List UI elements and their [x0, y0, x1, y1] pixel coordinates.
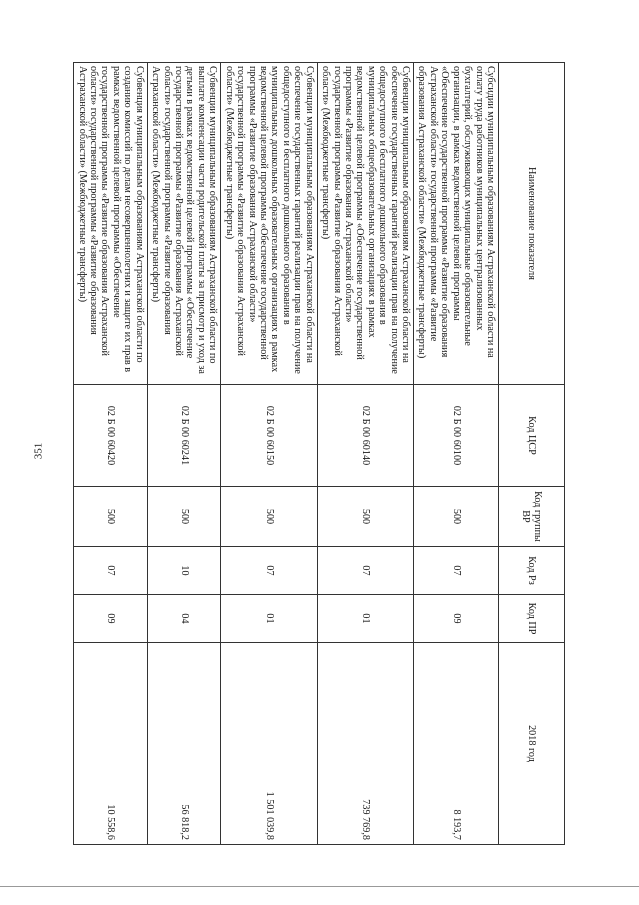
row-csr: 02 Б 00 60140	[317, 385, 413, 487]
row-name: Субвенция муниципальным образованиям Астраханской области по созданию комиссий по делам несовершеннолетних и защите их прав в рамках ведомственной целевой программы «Обеспечение государственной программы «Развитие образования Астраханской области» государственной программы «Развитие образования Астраханской области» (Межбюджетные трансферты)	[74, 63, 148, 385]
table-row	[74, 63, 148, 845]
row-rz: 07	[414, 547, 499, 595]
row-pr: 04	[147, 595, 221, 643]
header-year: 2018 год	[499, 643, 565, 845]
row-rz: 10	[147, 547, 221, 595]
row-rz: 07	[317, 547, 413, 595]
row-pr: 01	[221, 595, 317, 643]
row-csr: 02 Б 00 60241	[147, 385, 221, 487]
header-rz: Код Рз	[499, 547, 565, 595]
row-vr: 500	[317, 487, 413, 547]
header-csr: Код ЦСР	[499, 385, 565, 487]
row-csr: 02 Б 00 60100	[414, 385, 499, 487]
row-vr: 500	[414, 487, 499, 547]
row-name: Субвенции муниципальным образованиям Астраханской области по выплате компенсации части родительской платы за присмотр и уход за детьми в рамках ведомственной целевой программы «Обеспечение государственной программы «Развитие образования Астраханской области» государственной программы «Развитие образования Астраханской области» (Межбюджетные трансферты)	[147, 63, 221, 385]
table-row	[221, 63, 317, 845]
table-row	[414, 63, 499, 845]
row-name: Субвенции муниципальным образованиям Астраханской области на обеспечение государственных гарантий реализации прав на получение общедоступного и бесплатного дошкольного образования в муниципальных общеобразовательных организациях в рамках ведомственной целевой программы «Обеспечение государственной программы «Развитие образования Астраханской области» государственной программы «Развитие образования Астраханской области» (Межбюджетные трансферты)	[317, 63, 413, 385]
header-vr: Код группы ВР	[499, 487, 565, 547]
table-header-row	[499, 63, 565, 845]
row-rz: 07	[221, 547, 317, 595]
row-amount: 739 769,8	[317, 643, 413, 845]
rotated-table-container	[75, 62, 565, 844]
row-amount: 8 193,7	[414, 643, 499, 845]
header-pr: Код ПР	[499, 595, 565, 643]
row-vr: 500	[221, 487, 317, 547]
row-vr: 500	[147, 487, 221, 547]
page-number: 351	[32, 442, 45, 460]
row-csr: 02 Б 00 60420	[74, 385, 148, 487]
row-amount: 1 501 039,8	[221, 643, 317, 845]
row-name: Субвенции муниципальным образованиям Астраханской области на обеспечение государственных гарантий реализации прав на получение общедоступного и бесплатного дошкольного образования в муниципальных дошкольных образовательных организациях в рамках ведомственной целевой программы «Обеспечение государственной программы «Развитие образования Астраханской области» государственной программы «Развитие образования Астраханской области» (Межбюджетные трансферты)	[221, 63, 317, 385]
table-row	[317, 63, 413, 845]
row-pr: 09	[74, 595, 148, 643]
budget-table	[73, 62, 565, 845]
row-amount: 56 818,2	[147, 643, 221, 845]
row-name: Субсидии муниципальным образованиям Астраханской области на оплату труда работников муниципальных централизованных бухгалтерий, обслуживающих муниципальные образовательные организации, в рамках ведомственной целевой программы «Обеспечение государственной программы «Развитие образования Астраханской области» государственной программы «Развитие образования Астраханской области» (Межбюджетные трансферты)	[414, 63, 499, 385]
header-name: Наименование показателя	[499, 63, 565, 385]
row-amount: 10 558,6	[74, 643, 148, 845]
row-pr: 09	[414, 595, 499, 643]
row-csr: 02 Б 00 60150	[221, 385, 317, 487]
table-row	[147, 63, 221, 845]
row-pr: 01	[317, 595, 413, 643]
row-rz: 07	[74, 547, 148, 595]
row-vr: 500	[74, 487, 148, 547]
page-bottom-edge	[0, 886, 639, 887]
